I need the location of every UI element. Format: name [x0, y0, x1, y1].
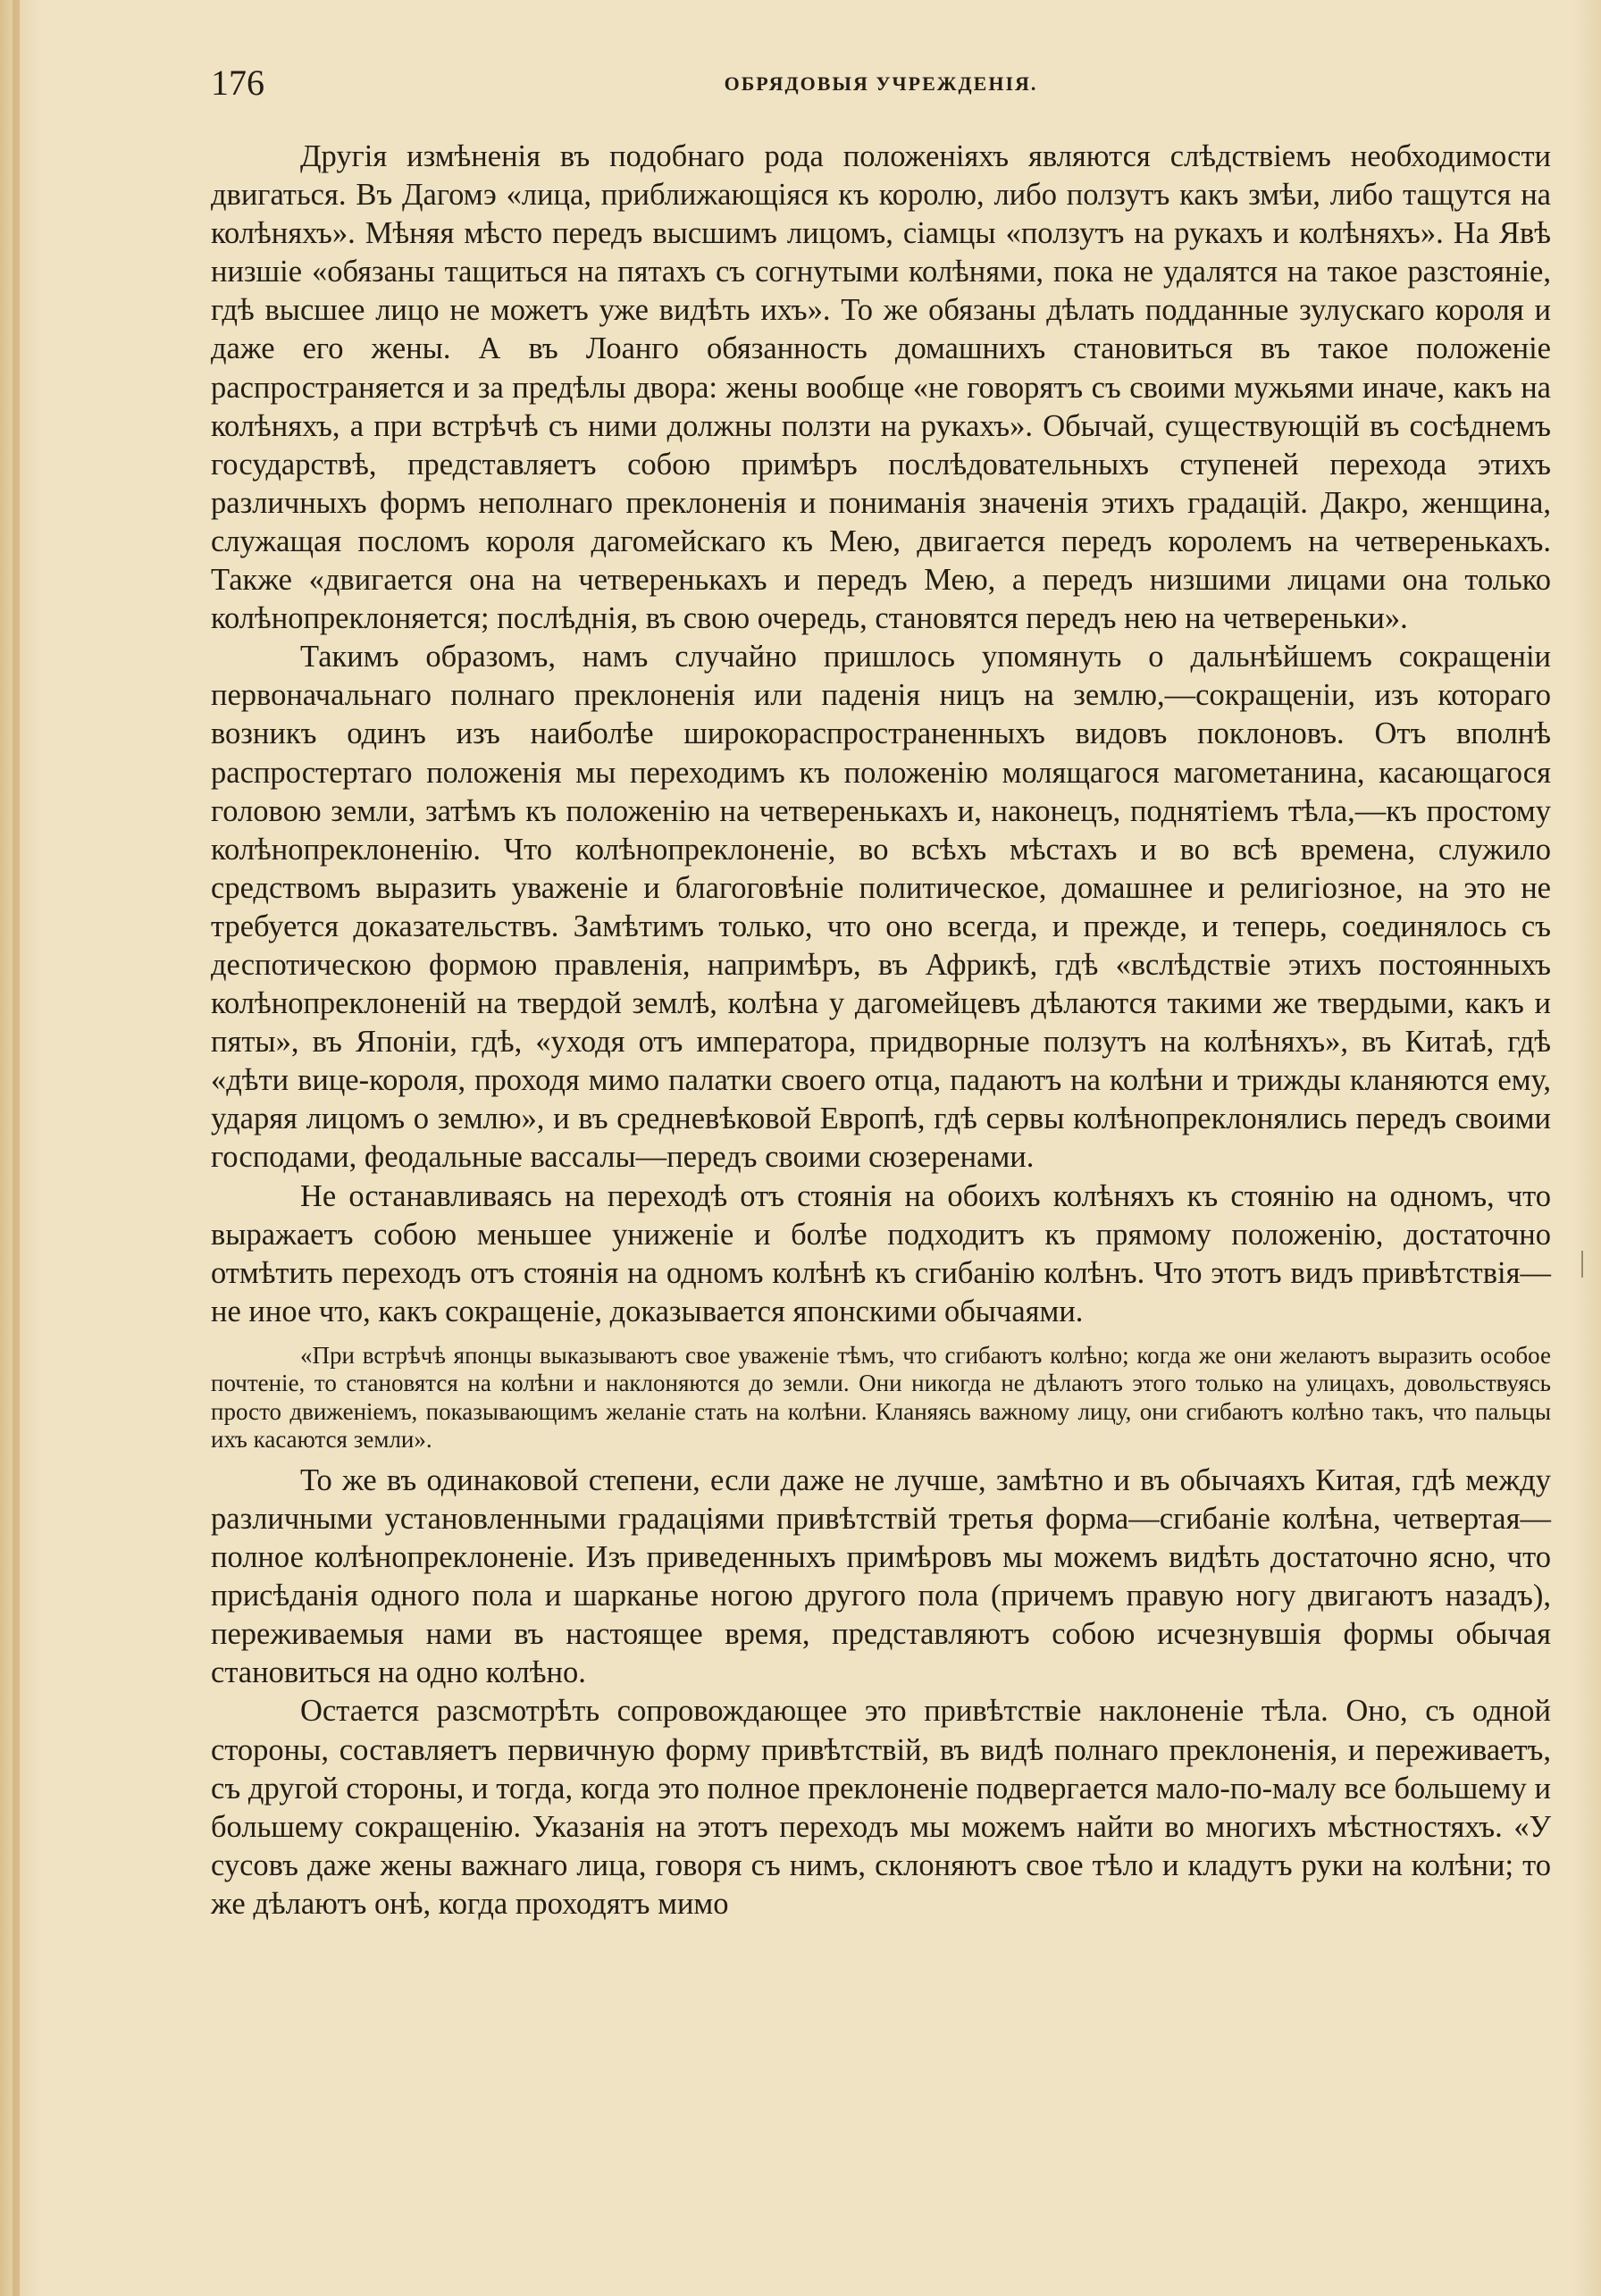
page-number: 176	[211, 63, 264, 103]
block-quote: «При встрѣчѣ японцы выказываютъ свое уваженіе тѣмъ, что сгибаютъ колѣно; когда же они желаютъ выразить особое почтеніе, то становятся на колѣни и наклоняются до земли. Они никогда не дѣлаютъ этого только на улицахъ, довольствуясь просто движеніемъ, показывающимъ желаніе стать на колѣни. Кланяясь важному лицу, они сгибаютъ колѣно такъ, что пальцы ихъ касаются земли».	[211, 1341, 1551, 1454]
book-gutter	[13, 0, 20, 2296]
running-title: ОБРЯДОВЫЯ УЧРЕЖДЕНІЯ.	[724, 72, 1038, 95]
page-header	[211, 61, 1551, 114]
paragraph: Другія измѣненія въ подобнаго рода положеніяхъ являются слѣдствіемъ необходимости двигаться. Въ Дагомэ «лица, приближающіяся къ королю, либо ползутъ какъ змѣи, либо тащутся на колѣняхъ». Мѣняя мѣсто передъ высшимъ лицомъ, сіамцы «ползутъ на рукахъ и колѣняхъ». На Явѣ низшіе «обязаны тащиться на пятахъ съ согнутыми колѣнями, пока не удалятся на такое разстояніе, гдѣ высшее лицо не можетъ уже видѣть ихъ». То же обязаны дѣлать подданные зулускаго короля и даже его жены. А въ Лоанго обязанность домашнихъ становиться въ такое положеніе распространяется и за предѣлы двора: жены вообще «не говорятъ съ своими мужьями иначе, какъ на колѣняхъ, а при встрѣчѣ съ ними должны ползти на рукахъ». Обычай, существующій въ сосѣднемъ государствѣ, представляетъ собою примѣръ послѣдовательныхъ ступеней перехода этихъ различныхъ формъ неполнаго преклоненія и пониманія значенія этихъ градацій. Дакро, женщина, служащая посломъ короля дагомейскаго къ Мею, двигается передъ королемъ на четверенькахъ. Также «двигается она на четверенькахъ и передъ Мею, а передъ низшими лицами она только колѣнопреклоняется; послѣднія, въ свою очередь, становятся передъ нею на четвереньки».	[211, 139, 1551, 636]
paragraph: Такимъ образомъ, намъ случайно пришлось упомянуть о дальнѣйшемъ сокращеніи первоначальнаго полнаго преклоненія или паденія ницъ на землю,—сокращеніи, изъ котораго возникъ одинъ изъ наиболѣе широкораспространенныхъ видовъ поклоновъ. Отъ вполнѣ распростертаго положенія мы переходимъ къ положенію молящагося магометанина, касающагося головою земли, затѣмъ къ положенію на четверенькахъ и, наконецъ, поднятіемъ тѣла,—къ простому колѣнопреклоненію. Что колѣнопреклоненіе, во всѣхъ мѣстахъ и во всѣ времена, служило средствомъ выразить уваженіе и благоговѣніе политическое, домашнее и религіозное, на это не требуется доказательствъ. Замѣтимъ только, что оно всегда, и прежде, и теперь, соединялось съ деспотическою формою правленія, напримѣръ, въ Африкѣ, гдѣ «вслѣдствіе этихъ постоянныхъ колѣнопреклоненій на твердой землѣ, колѣна у дагомейцевъ дѣлаются такими же твердыми, какъ и пяты», въ Японіи, гдѣ, «уходя отъ императора, придворные ползутъ на колѣняхъ», въ Китаѣ, гдѣ «дѣти вице-короля, проходя мимо палатки своего отца, падаютъ на колѣни и трижды кланяются ему, ударяя лицомъ о землю», и въ средневѣковой Европѣ, гдѣ сервы колѣнопреклонялись передъ своими господами, феодальные вассалы—передъ своими сюзеренами.	[211, 640, 1551, 1175]
paragraph: Остается разсмотрѣть сопровождающее это привѣтствіе наклоненіе тѣла. Оно, съ одной стороны, составляетъ первичную форму привѣтствій, въ видѣ полнаго преклоненія, и переживаетъ, съ другой стороны, и тогда, когда это полное преклоненіе подвергается мало-по-малу все большему и большему сокращенію. Указанія на этотъ переходъ мы можемъ найти во многихъ мѣстностяхъ. «У сусовъ даже жены важнаго лица, говоря съ нимъ, склоняютъ свое тѣло и кладутъ руки на колѣни; то же дѣлаютъ онѣ, когда проходятъ мимо	[211, 1694, 1551, 1921]
body-text	[211, 138, 1551, 1923]
paragraph: То же въ одинаковой степени, если даже не лучше, замѣтно и въ обычаяхъ Китая, гдѣ между различными установленными градаціями привѣтствій третья форма—сгибаніе колѣна, четвертая—полное колѣнопреклоненіе. Изъ приведенныхъ примѣровъ мы можемъ видѣть достаточно ясно, что присѣданія одного пола и шарканье ногою другого пола (причемъ правую ногу двигаютъ назадъ), переживаемыя нами въ настоящее время, представляютъ собою исчезнувшія формы обычая становиться на одно колѣно.	[211, 1462, 1551, 1690]
margin-mark	[1581, 1251, 1583, 1278]
paragraph: Не останавливаясь на переходѣ отъ стоянія на обоихъ колѣняхъ къ стоянію на одномъ, что выражаетъ собою меньшее униженіе и болѣе подходитъ къ прямому положенію, достаточно отмѣтить переходъ отъ стоянія на одномъ колѣнѣ къ сгибанію колѣнъ. Что этотъ видъ привѣтствія—не иное что, какъ сокращеніе, доказывается японскими обычаями.	[211, 1178, 1551, 1328]
